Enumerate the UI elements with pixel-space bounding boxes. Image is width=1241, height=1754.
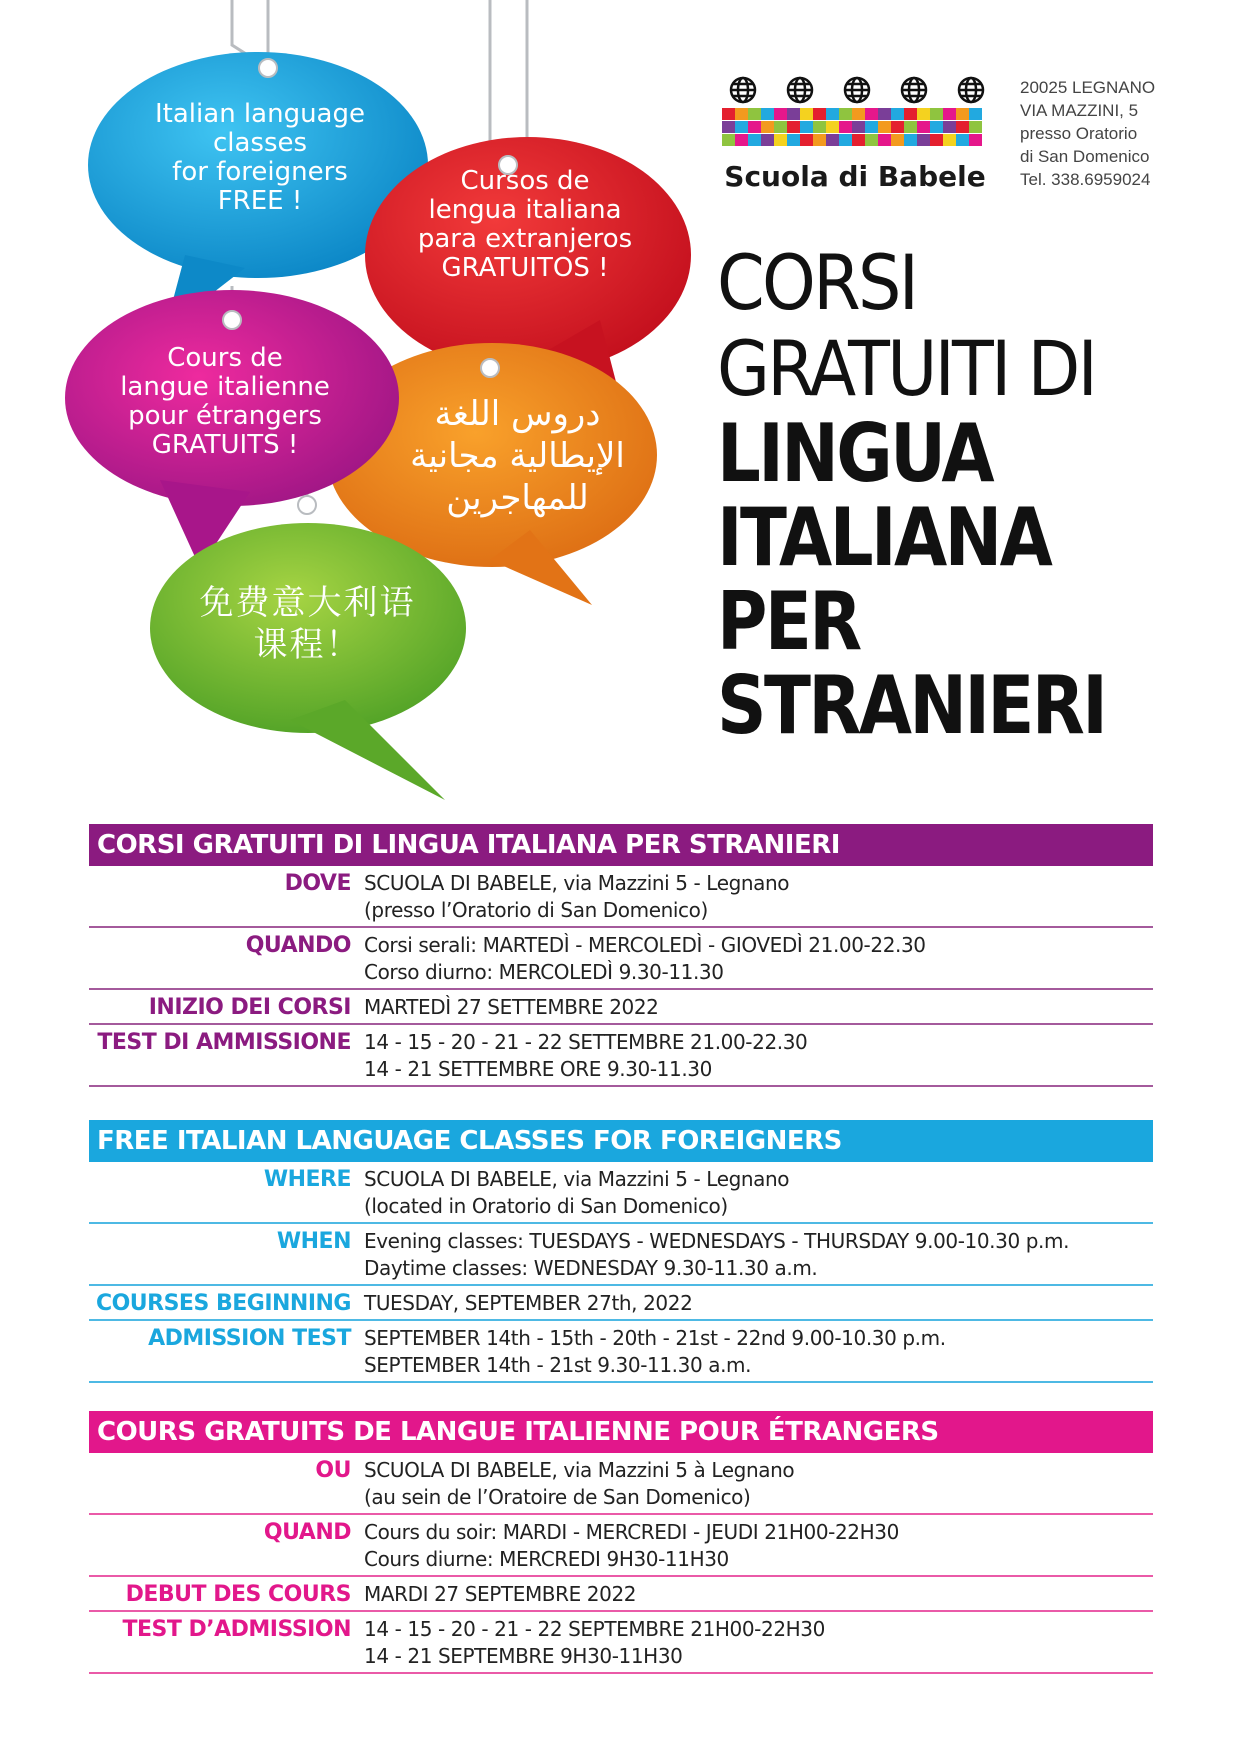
row-value: MARDI 27 SEPTEMBRE 2022 xyxy=(364,1582,637,1606)
logo-name: Scuola di Babele xyxy=(724,160,986,193)
address-phone: Tel. 338.6959024 xyxy=(1020,170,1151,189)
section-heading-italian: CORSI GRATUITI DI LINGUA ITALIANA PER STRANIERI xyxy=(89,824,1153,866)
title-line-2: GRATUITI DI xyxy=(717,324,1096,413)
row-label: DEBUT DES COURS xyxy=(125,1582,351,1607)
row-value: Cours du soir: MARDI - MERCREDI - JEUDI 21H00-22H30 Cours diurne: MERCREDI 9H30-11H30 xyxy=(364,1520,899,1571)
row-label: TEST DI AMMISSIONE xyxy=(97,1030,351,1055)
row-label: WHERE xyxy=(263,1167,351,1192)
row-label: INIZIO DEI CORSI xyxy=(148,995,351,1020)
table-row xyxy=(89,1612,1153,1674)
row-label: OU xyxy=(315,1458,351,1483)
row-value: Corsi serali: MARTEDÌ - MERCOLEDÌ - GIOVEDÌ 21.00-22.30 Corso diurno: MERCOLEDÌ 9.30-11.30 xyxy=(364,933,926,984)
title-line-5: PER xyxy=(717,575,860,668)
row-value: SCUOLA DI BABELE, via Mazzini 5 à Legnano (au sein de l’Oratoire de San Domenico) xyxy=(364,1458,795,1509)
bubble-text-english: Italian language classes for foreigners FREE ! xyxy=(155,99,365,216)
table-row xyxy=(89,1453,1153,1515)
row-value: SCUOLA DI BABELE, via Mazzini 5 - Legnano (located in Oratorio di San Domenico) xyxy=(364,1167,790,1218)
table-row xyxy=(89,990,1153,1025)
table-row xyxy=(89,1025,1153,1087)
section-english xyxy=(89,1120,1153,1383)
row-value: Evening classes: TUESDAYS - WEDNESDAYS - THURSDAY 9.00-10.30 p.m. Daytime classes: WEDNESDAY 9.30-11.30 a.m. xyxy=(364,1229,1070,1280)
row-label: QUANDO xyxy=(245,933,351,958)
bubble-text-chinese: 免费意大利语 课程！ xyxy=(199,583,416,665)
section-heading-english: FREE ITALIAN LANGUAGE CLASSES FOR FOREIGNERS xyxy=(89,1120,1153,1162)
table-row xyxy=(89,1224,1153,1286)
address-location: presso Oratorio xyxy=(1020,124,1138,143)
row-value: 14 - 15 - 20 - 21 - 22 SETTEMBRE 21.00-22.30 14 - 21 SETTEMBRE ORE 9.30-11.30 xyxy=(364,1030,808,1081)
section-french xyxy=(89,1411,1153,1674)
address-location-2: di San Domenico xyxy=(1020,147,1150,166)
section-italian xyxy=(89,824,1153,1087)
row-label: COURSES BEGINNING xyxy=(95,1291,351,1316)
row-label: WHEN xyxy=(276,1229,351,1254)
row-value: MARTEDÌ 27 SETTEMBRE 2022 xyxy=(364,995,659,1019)
table-row xyxy=(89,1577,1153,1612)
title-line-1: CORSI xyxy=(717,238,917,327)
table-row xyxy=(89,866,1153,928)
address-city: 20025 LEGNANO xyxy=(1020,78,1156,97)
row-label: ADMISSION TEST xyxy=(148,1326,351,1351)
page-title xyxy=(717,238,1237,752)
table-row xyxy=(89,1515,1153,1577)
bubble-text-arabic: دروس اللغة الإيطالية مجانية للمهاجرين xyxy=(410,394,625,518)
bubble-text-french: Cours de langue italienne pour étrangers GRATUITS ! xyxy=(120,343,330,460)
row-value: SCUOLA DI BABELE, via Mazzini 5 - Legnano (presso l’Oratorio di San Domenico) xyxy=(364,871,790,922)
title-line-4: ITALIANA xyxy=(717,491,1051,584)
globe-and-stairs-icon xyxy=(720,76,990,156)
row-label: QUAND xyxy=(263,1520,351,1545)
row-value: SEPTEMBER 14th - 15th - 20th - 21st - 22nd 9.00-10.30 p.m. SEPTEMBER 14th - 21st 9.30-11.30 a.m. xyxy=(364,1326,946,1377)
table-row xyxy=(89,928,1153,990)
speech-bubbles-illustration xyxy=(0,0,700,800)
row-value: 14 - 15 - 20 - 21 - 22 SEPTEMBRE 21H00-22H30 14 - 21 SEPTEMBRE 9H30-11H30 xyxy=(364,1617,825,1668)
address-street: VIA MAZZINI, 5 xyxy=(1020,101,1139,120)
row-label: TEST D’ADMISSION xyxy=(122,1617,351,1642)
section-heading-french: COURS GRATUITS DE LANGUE ITALIENNE POUR ÉTRANGERS xyxy=(89,1411,1153,1453)
row-value: TUESDAY, SEPTEMBER 27th, 2022 xyxy=(364,1291,693,1315)
table-row xyxy=(89,1286,1153,1321)
title-line-3: LINGUA xyxy=(717,407,993,500)
table-row xyxy=(89,1162,1153,1224)
address-block xyxy=(1020,76,1155,191)
bubble-text-spanish: Cursos de lengua italiana para extranjeros GRATUITOS ! xyxy=(417,166,633,283)
table-row xyxy=(89,1321,1153,1383)
title-line-6: STRANIERI xyxy=(717,659,1106,752)
row-label: DOVE xyxy=(284,871,351,896)
